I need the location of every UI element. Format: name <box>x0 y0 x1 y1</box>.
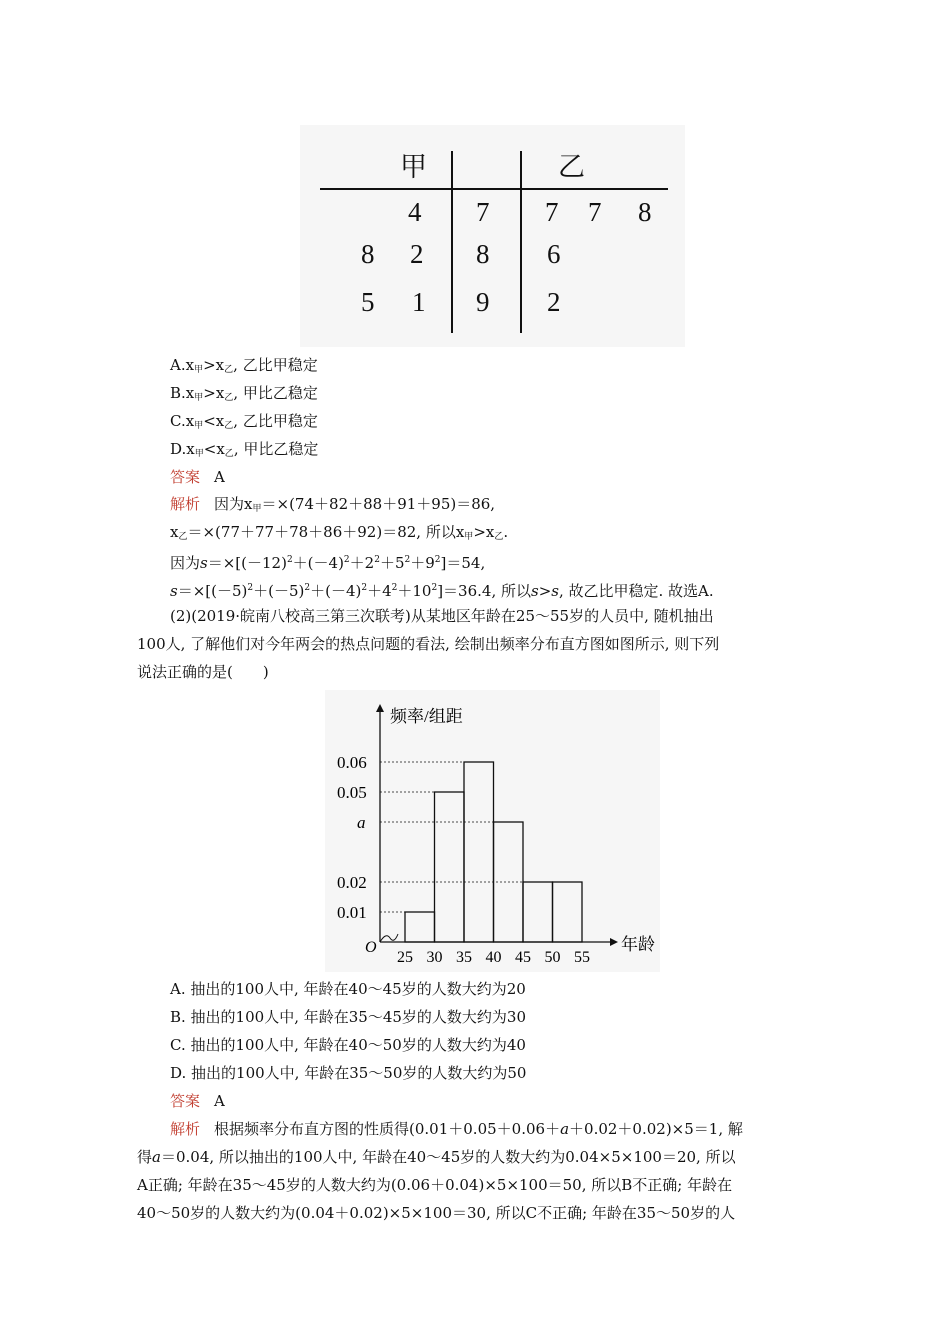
header-yi: 乙 <box>558 152 585 182</box>
leaf-right: 8 <box>638 197 652 227</box>
q2-option-d: D. 抽出的100人中, 年龄在35～50岁的人数大约为50 <box>170 1064 527 1082</box>
leaf-right: 2 <box>547 287 561 317</box>
q2-option-a: A. 抽出的100人中, 年龄在40～45岁的人数大约为20 <box>170 980 526 998</box>
y-axis-label: 频率/组距 <box>390 707 463 726</box>
x-tick-label: 30 <box>426 949 443 966</box>
q1-option-a: $A.x_甲>x_乙$, 乙比甲稳定 <box>170 356 318 375</box>
x-tick-label: 35 <box>456 949 472 966</box>
q1-analysis-line-4: $s=\times[(-5)^2+(-5)^2+(-4)^2+4^2+10^2]=36.4$, 所以s>s, 故乙比甲稳定. 故选A. <box>170 582 714 600</box>
y-axis-arrow <box>376 704 384 712</box>
leaf-left: 8 <box>361 239 375 269</box>
origin-label: O <box>365 939 377 956</box>
q1-analysis-line-1: 解析 因为$x_甲=\times(74+82+88+91+95)=86$, <box>170 495 496 514</box>
q2-stem-line-3: 说法正确的是( ) <box>137 663 269 681</box>
stem-leaf-figure <box>300 125 685 347</box>
y-tick-label: 0.06 <box>337 753 367 772</box>
histogram-bar <box>523 882 553 942</box>
leaf-right: 7 <box>588 197 602 227</box>
x-tick-label: 45 <box>515 949 531 966</box>
y-tick-label: a <box>357 813 366 832</box>
q2-stem-line-2: 100人, 了解他们对今年两会的热点问题的看法, 绘制出频率分布直方图如图所示, 则下列 <box>137 635 720 653</box>
x-tick-label: 40 <box>485 949 502 966</box>
q1-option-d: $D.x_甲<x_乙$, 甲比乙稳定 <box>170 440 319 459</box>
histogram-svg <box>325 690 660 972</box>
leaf-left: 2 <box>410 239 424 269</box>
stem-value: 9 <box>476 287 490 317</box>
q1-option-b: $B.x_甲>x_乙$, 甲比乙稳定 <box>170 384 318 403</box>
leaf-left: 1 <box>412 287 426 317</box>
stem-value: 7 <box>476 197 490 227</box>
stem-leaf-lines <box>300 125 685 347</box>
histogram-bar <box>435 792 465 942</box>
q1-analysis-line-3: 因为$s=\times[(-12)^2+(-4)^2+2^2+5^2+9^2]=54$, <box>170 554 486 572</box>
q2-answer: 答案 A <box>170 1092 225 1110</box>
histogram-bar <box>405 912 435 942</box>
q2-option-c: C. 抽出的100人中, 年龄在40～50岁的人数大约为40 <box>170 1036 526 1054</box>
q2-analysis-line-3: A正确; 年龄在35～45岁的人数大约为(0.06＋0.04)×5×100＝50, 所以B不正确; 年龄在 <box>137 1176 733 1194</box>
leaf-left: 4 <box>408 197 422 227</box>
stem-value: 8 <box>476 239 490 269</box>
q2-analysis-line-1: 解析 根据频率分布直方图的性质得(0.01＋0.05＋0.06＋a＋0.02＋0.02)×5＝1, 解 <box>170 1120 743 1138</box>
q2-option-b: B. 抽出的100人中, 年龄在35～45岁的人数大约为30 <box>170 1008 526 1026</box>
q2-analysis-line-4: 40～50岁的人数大约为(0.04＋0.02)×5×100＝30, 所以C不正确; 年龄在35～50岁的人 <box>137 1204 736 1222</box>
q1-analysis-line-2: $x_乙=\times(77+77+78+86+92)=82$, 所以$x_甲>x_乙$. <box>170 523 509 542</box>
q1-answer: 答案 A <box>170 468 225 486</box>
leaf-left: 5 <box>361 287 375 317</box>
x-axis-arrow <box>610 938 618 946</box>
histogram-bar <box>553 882 583 942</box>
q2-stem-line-1: (2)(2019·皖南八校高三第三次联考)从某地区年龄在25～55岁的人员中, 随机抽出 <box>170 607 714 625</box>
x-tick-label: 50 <box>544 949 561 966</box>
leaf-right: 6 <box>547 239 561 269</box>
histogram-figure <box>325 690 660 972</box>
y-tick-label: 0.02 <box>337 873 367 892</box>
x-axis-label: 年龄 <box>621 935 655 954</box>
q1-option-c: $C.x_甲<x_乙$, 乙比甲稳定 <box>170 412 318 431</box>
x-tick-label: 25 <box>397 949 413 966</box>
x-tick-label: 55 <box>574 949 590 966</box>
axis-break <box>380 934 398 942</box>
y-tick-label: 0.01 <box>337 903 367 922</box>
header-jia: 甲 <box>400 152 427 182</box>
q2-analysis-line-2: 得a＝0.04, 所以抽出的100人中, 年龄在40～45岁的人数大约为0.04×5×100＝20, 所以 <box>137 1148 736 1166</box>
y-tick-label: 0.05 <box>337 783 367 802</box>
histogram-bar <box>464 762 494 942</box>
leaf-right: 7 <box>545 197 559 227</box>
